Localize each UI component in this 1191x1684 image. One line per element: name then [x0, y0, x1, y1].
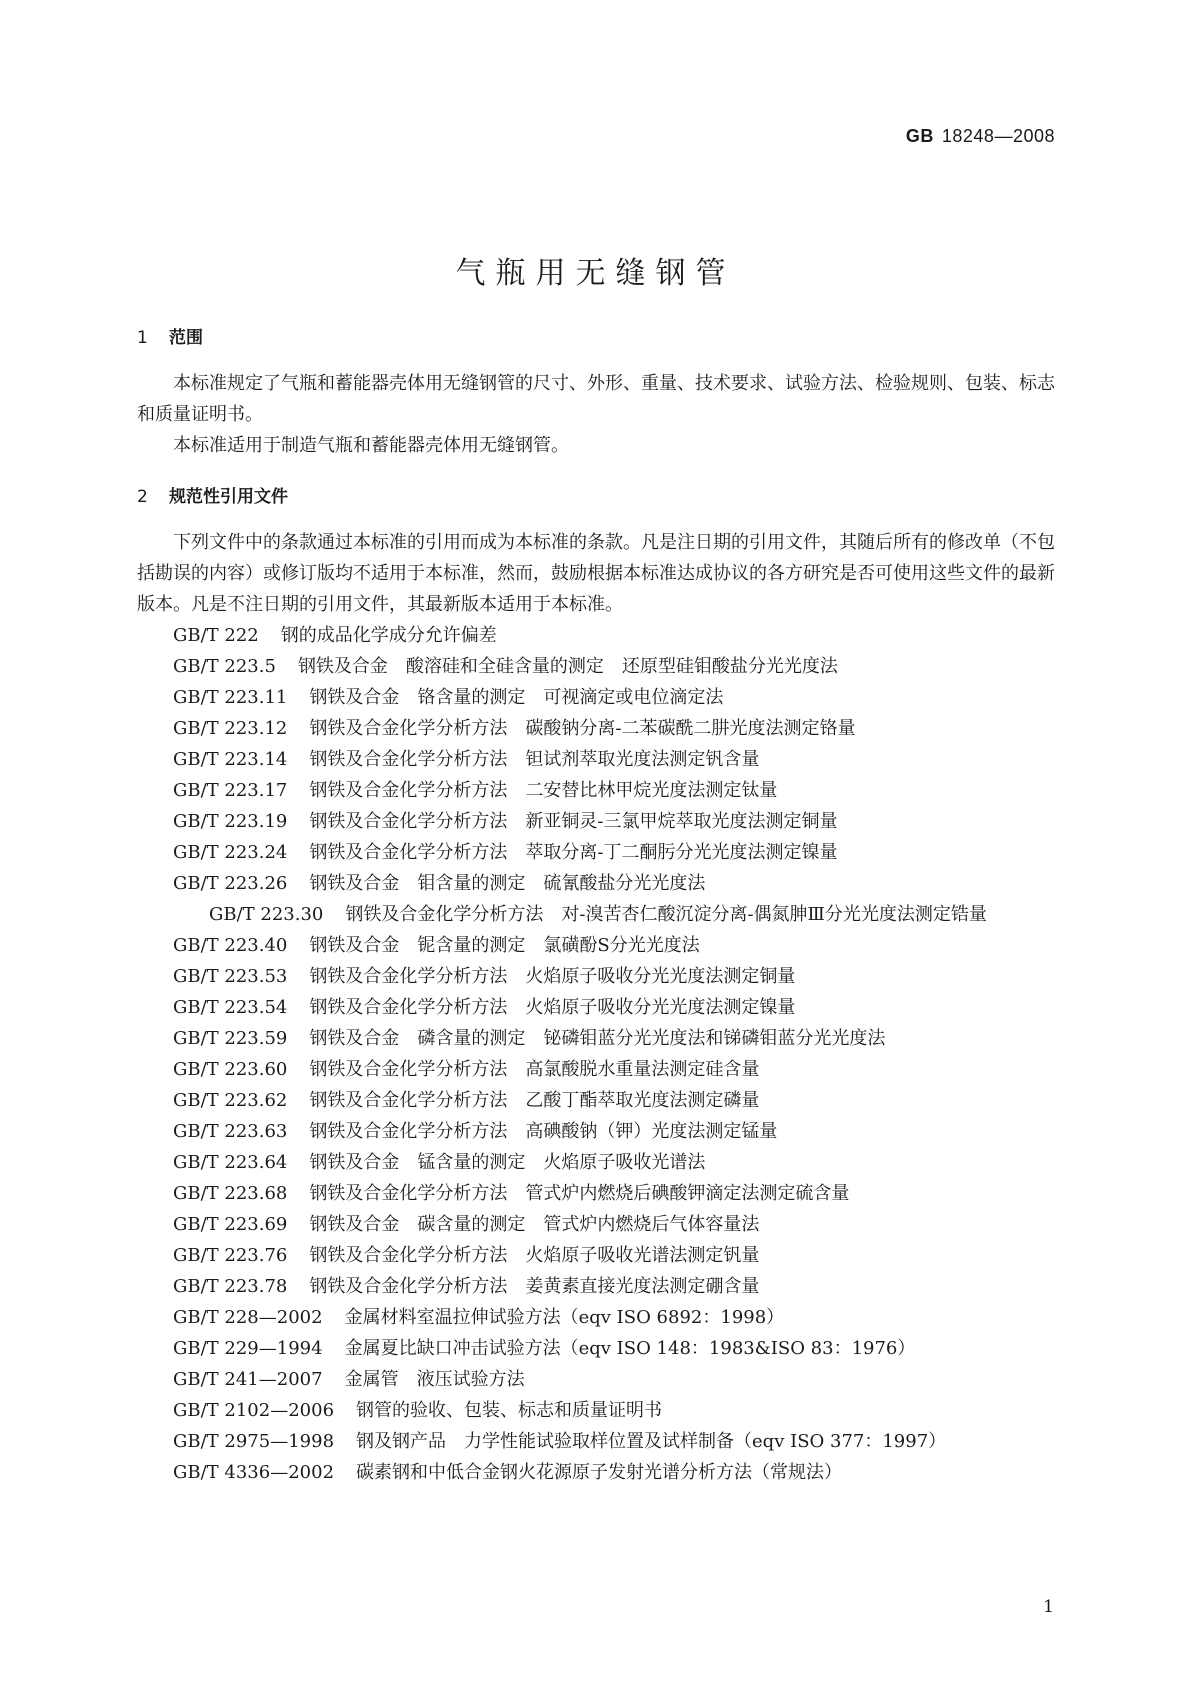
reference-code: GB/T 223.14 [173, 749, 288, 770]
reference-title: 钢铁及合金化学分析方法 二安替比林甲烷光度法测定钛量 [309, 780, 778, 801]
reference-title: 钢铁及合金化学分析方法 萃取分离-丁二酮肟分光光度法测定镍量 [309, 842, 838, 863]
reference-item [137, 930, 1055, 961]
reference-item [137, 806, 1055, 837]
reference-title: 钢铁及合金 锰含量的测定 火焰原子吸收光谱法 [309, 1152, 706, 1173]
reference-item [137, 1178, 1055, 1209]
reference-title: 钢铁及合金 钼含量的测定 硫氰酸盐分光光度法 [309, 873, 706, 894]
reference-title: 金属材料室温拉伸试验方法（eqv ISO 6892：1998） [344, 1307, 785, 1328]
reference-item [137, 1240, 1055, 1271]
reference-title: 钢铁及合金 铌含量的测定 氯磺酚S分光光度法 [309, 935, 700, 956]
section-title: 规范性引用文件 [169, 487, 288, 507]
reference-code: GB/T 223.63 [173, 1121, 288, 1142]
reference-item [137, 682, 1055, 713]
reference-title: 钢及钢产品 力学性能试验取样位置及试样制备（eqv ISO 377：1997） [356, 1431, 947, 1452]
reference-item [137, 1333, 1055, 1364]
reference-title: 钢铁及合金化学分析方法 乙酸丁酯萃取光度法测定磷量 [309, 1090, 760, 1111]
reference-title: 钢铁及合金化学分析方法 高氯酸脱水重量法测定硅含量 [309, 1059, 760, 1080]
reference-code: GB/T 223.12 [173, 718, 288, 739]
reference-item [137, 868, 1055, 899]
reference-item [137, 775, 1055, 806]
reference-item [137, 1302, 1055, 1333]
reference-code: GB/T 2975—1998 [173, 1431, 335, 1452]
reference-item [137, 899, 1055, 930]
reference-item [137, 1209, 1055, 1240]
document-title: 气瓶用无缝钢管 [455, 256, 736, 292]
section-number: 1 [137, 328, 148, 348]
reference-item [137, 961, 1055, 992]
reference-title: 碳素钢和中低合金钢火花源原子发射光谱分析方法（常规法） [356, 1462, 843, 1483]
reference-item [137, 1085, 1055, 1116]
reference-code: GB/T 228—2002 [173, 1307, 323, 1328]
reference-code: GB/T 223.11 [173, 687, 288, 708]
section-title: 范围 [169, 328, 203, 348]
reference-item [137, 1395, 1055, 1426]
reference-code: GB/T 223.68 [173, 1183, 288, 1204]
standard-prefix: GB [905, 126, 934, 146]
reference-code: GB/T 223.69 [173, 1214, 288, 1235]
reference-title: 钢铁及合金化学分析方法 高碘酸钠（钾）光度法测定锰量 [309, 1121, 778, 1142]
reference-item [137, 1023, 1055, 1054]
reference-title: 钢的成品化学成分允许偏差 [280, 625, 497, 646]
reference-item [137, 837, 1055, 868]
reference-item [137, 744, 1055, 775]
section-scope-body [137, 368, 1055, 461]
reference-item [137, 1271, 1055, 1302]
reference-item [137, 1054, 1055, 1085]
reference-code: GB/T 223.30 [209, 904, 324, 925]
reference-title: 钢铁及合金化学分析方法 管式炉内燃烧后碘酸钾滴定法测定硫含量 [309, 1183, 850, 1204]
reference-code: GB/T 223.5 [173, 656, 276, 677]
paragraph: 本标准适用于制造气瓶和蓄能器壳体用无缝钢管。 [173, 435, 569, 456]
reference-code: GB/T 223.64 [173, 1152, 288, 1173]
reference-title: 钢铁及合金化学分析方法 火焰原子吸收分光光度法测定铜量 [309, 966, 796, 987]
reference-code: GB/T 223.78 [173, 1276, 288, 1297]
reference-item [137, 713, 1055, 744]
reference-title: 钢铁及合金化学分析方法 新亚铜灵-三氯甲烷萃取光度法测定铜量 [309, 811, 838, 832]
reference-title: 金属管 液压试验方法 [344, 1369, 525, 1390]
page-number: 1 [1043, 1597, 1054, 1617]
reference-code: GB/T 223.60 [173, 1059, 288, 1080]
reference-item [137, 620, 1055, 651]
reference-title: 钢管的验收、包装、标志和质量证明书 [356, 1400, 663, 1421]
section-number: 2 [137, 487, 148, 507]
reference-title: 钢铁及合金化学分析方法 钽试剂萃取光度法测定钒含量 [309, 749, 760, 770]
reference-title: 钢铁及合金 铬含量的测定 可视滴定或电位滴定法 [309, 687, 724, 708]
reference-code: GB/T 223.19 [173, 811, 288, 832]
reference-code: GB/T 241—2007 [173, 1369, 323, 1390]
reference-code: GB/T 2102—2006 [173, 1400, 335, 1421]
reference-code: GB/T 223.76 [173, 1245, 288, 1266]
reference-code: GB/T 222 [173, 625, 259, 646]
reference-code: GB/T 223.59 [173, 1028, 288, 1049]
reference-item [137, 651, 1055, 682]
reference-item [137, 1426, 1055, 1457]
section-heading-scope [137, 322, 1055, 354]
reference-title: 钢铁及合金化学分析方法 火焰原子吸收分光光度法测定镍量 [309, 997, 796, 1018]
reference-title: 钢铁及合金 碳含量的测定 管式炉内燃烧后气体容量法 [309, 1214, 760, 1235]
reference-item [137, 1116, 1055, 1147]
paragraph: 本标准规定了气瓶和蓄能器壳体用无缝钢管的尺寸、外形、重量、技术要求、试验方法、检验规则、包装、标志和质量证明书。 [137, 373, 1055, 425]
section-heading-normative-references [137, 481, 1055, 513]
reference-title: 钢铁及合金化学分析方法 姜黄素直接光度法测定硼含量 [309, 1276, 760, 1297]
reference-title: 钢铁及合金 磷含量的测定 铋磷钼蓝分光光度法和锑磷钼蓝分光光度法 [309, 1028, 886, 1049]
reference-item [137, 1364, 1055, 1395]
paragraph: 下列文件中的条款通过本标准的引用而成为本标准的条款。凡是注日期的引用文件，其随后所有的修改单（不包括勘误的内容）或修订版均不适用于本标准，然而，鼓励根据本标准达成协议的各方研究是否可使用这些文件的最新版本。凡是不注日期的引用文件，其最新版本适用于本标准。 [137, 532, 1055, 615]
reference-code: GB/T 223.26 [173, 873, 288, 894]
document-body [137, 322, 1055, 1488]
reference-item [137, 1147, 1055, 1178]
reference-code: GB/T 229—1994 [173, 1338, 323, 1359]
reference-code: GB/T 223.54 [173, 997, 288, 1018]
reference-title: 钢铁及合金 酸溶硅和全硅含量的测定 还原型硅钼酸盐分光光度法 [297, 656, 838, 677]
reference-code: GB/T 223.53 [173, 966, 288, 987]
reference-code: GB/T 223.17 [173, 780, 288, 801]
reference-item [137, 992, 1055, 1023]
reference-title: 金属夏比缺口冲击试验方法（eqv ISO 148：1983&ISO 83：1976） [344, 1338, 916, 1359]
reference-list [137, 620, 1055, 1488]
standard-code: 18248—2008 [941, 126, 1055, 146]
reference-title: 钢铁及合金化学分析方法 对-溴苦杏仁酸沉淀分离-偶氮胂Ⅲ分光光度法测定锆量 [345, 904, 987, 925]
reference-code: GB/T 223.62 [173, 1090, 288, 1111]
reference-code: GB/T 223.24 [173, 842, 288, 863]
reference-title: 钢铁及合金化学分析方法 碳酸钠分离-二苯碳酰二肼光度法测定铬量 [309, 718, 856, 739]
reference-title: 钢铁及合金化学分析方法 火焰原子吸收光谱法测定钒量 [309, 1245, 760, 1266]
reference-code: GB/T 4336—2002 [173, 1462, 335, 1483]
standard-number [906, 126, 1055, 147]
reference-code: GB/T 223.40 [173, 935, 288, 956]
reference-item [137, 1457, 1055, 1488]
